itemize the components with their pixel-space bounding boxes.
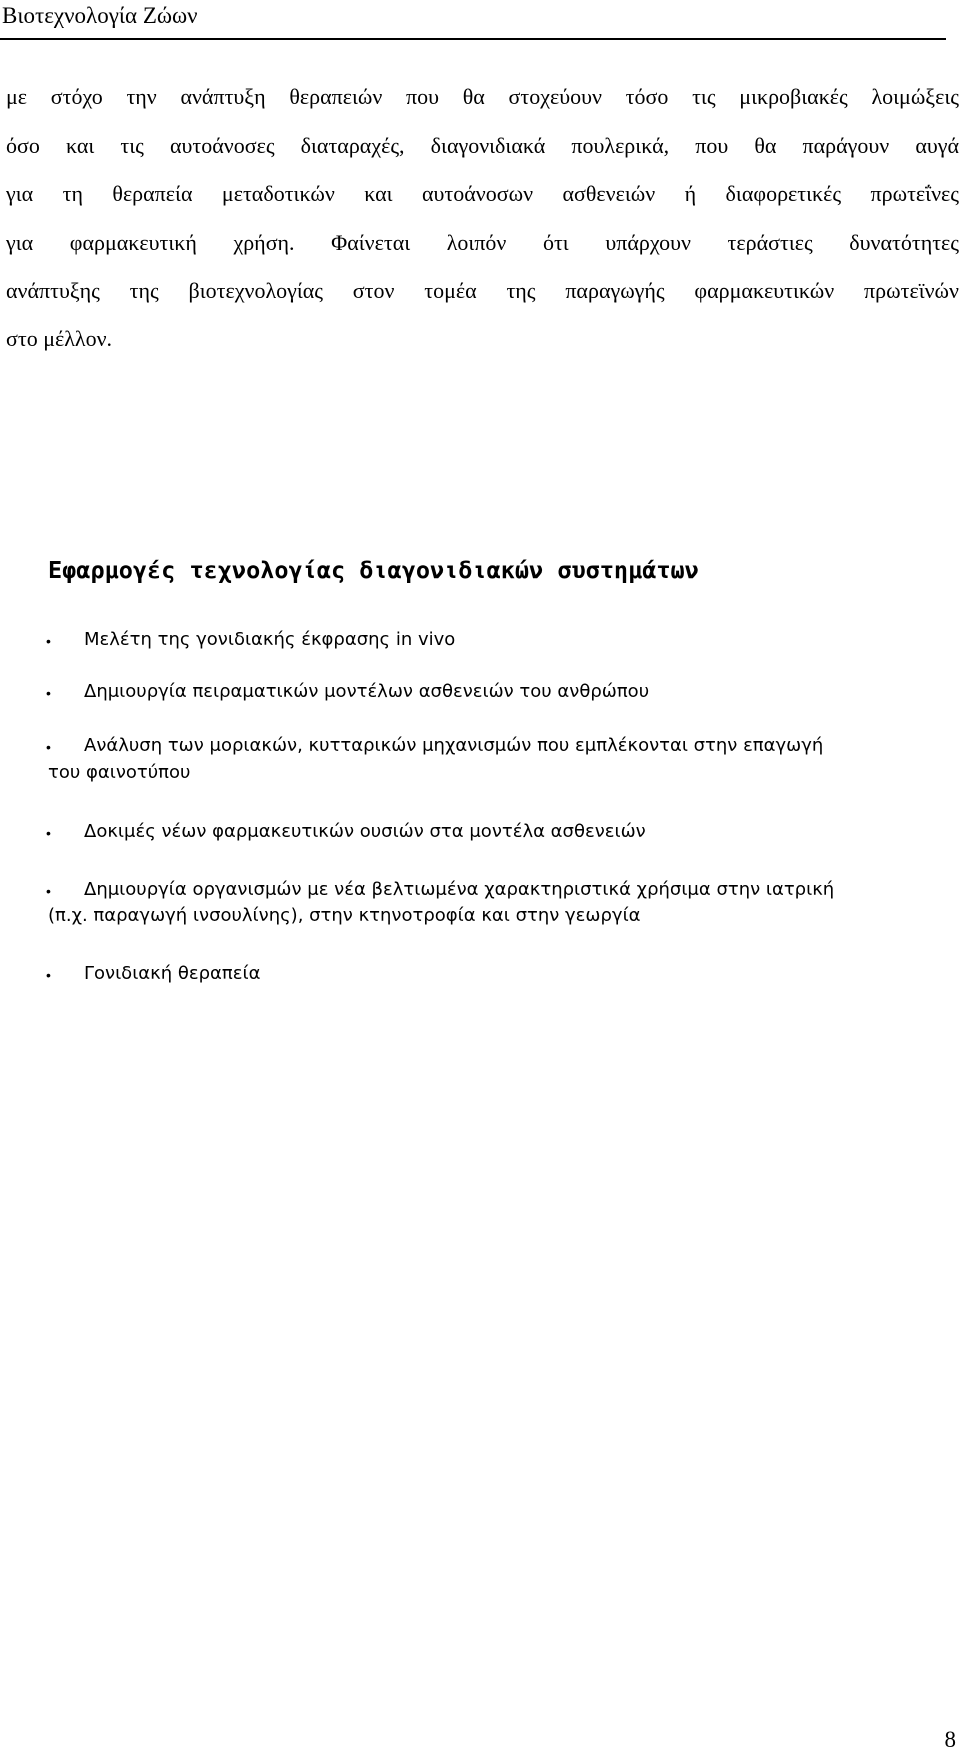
- list-item-text: Ανάλυση των μοριακών, κυτταρικών μηχανισμών που εμπλέκονται στην επαγωγή: [84, 735, 824, 756]
- bullet-icon: •: [46, 685, 51, 701]
- paragraph-line: όσο και τις αυτοάνοσες διαταραχές, διαγονιδιακά πουλερικά, που θα παράγουν αυγά: [6, 133, 959, 158]
- bullet-icon: •: [46, 739, 51, 755]
- list-item-text: Δημιουργία οργανισμών με νέα βελτιωμένα χαρακτηριστικά χρήσιμα στην ιατρική: [84, 879, 835, 900]
- page-header-title: Βιοτεχνολογία Ζώων: [2, 3, 198, 28]
- paragraph-line: με στόχο την ανάπτυξη θεραπειών που θα στοχεύουν τόσο τις μικροβιακές λοιμώξεις: [6, 84, 959, 109]
- page-header: [0, 0, 946, 40]
- paragraph-line: για τη θεραπεία μεταδοτικών και αυτοάνοσων ασθενειών ή διαφορετικές πρωτεΐνες: [6, 181, 959, 206]
- page-number: 8: [944, 1727, 956, 1752]
- list-item-text: Δοκιμές νέων φαρμακευτικών ουσιών στα μοντέλα ασθενειών: [84, 821, 646, 842]
- bullet-icon: •: [46, 883, 51, 899]
- bullet-icon: •: [46, 825, 51, 841]
- paragraph-line: ανάπτυξης της βιοτεχνολογίας στον τομέα της παραγωγής φαρμακευτικών πρωτεϊνών: [6, 278, 959, 303]
- section-heading: Εφαρμογές τεχνολογίας διαγονιδιακών συστημάτων: [48, 556, 699, 584]
- bullet-icon: •: [46, 633, 51, 649]
- list-item-text: του φαινοτύπου: [48, 762, 191, 783]
- list-item-text: Γονιδιακή θεραπεία: [84, 963, 261, 984]
- list-item-text: Μελέτη της γονιδιακής έκφρασης in vivo: [84, 629, 456, 650]
- bullet-icon: •: [46, 967, 51, 983]
- paragraph-line: στο μέλλον.: [6, 326, 113, 351]
- list-item-text: (π.χ. παραγωγή ινσουλίνης), στην κτηνοτροφία και στην γεωργία: [48, 905, 641, 926]
- paragraph-line: για φαρμακευτική χρήση. Φαίνεται λοιπόν ότι υπάρχουν τεράστιες δυνατότητες: [6, 230, 959, 255]
- list-item-text: Δημιουργία πειραματικών μοντέλων ασθενειών του ανθρώπου: [84, 681, 650, 702]
